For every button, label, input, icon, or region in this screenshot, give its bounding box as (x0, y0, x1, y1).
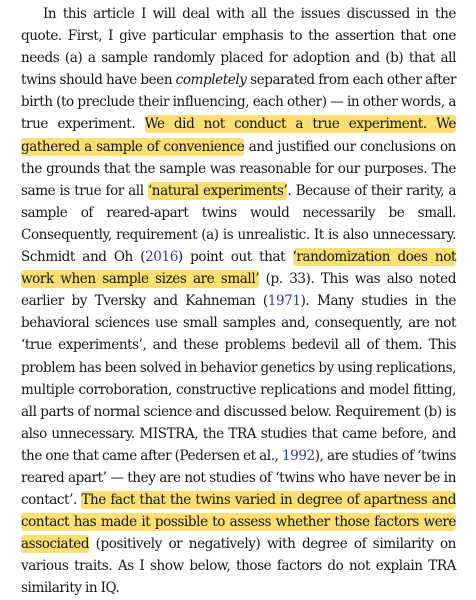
highlighted-passage: The fact that the twins varied in degree of apartness and contact has made it possible to assess whether those factors were associated (21, 492, 456, 553)
highlighted-passage: We did not conduct a true experiment. We gathered a sample of convenience (21, 116, 456, 155)
emphasized-text: completely (175, 72, 247, 89)
text-run: and justified our conclusions on the grounds that the sample was reasonable for our purposes. The same is true for all (21, 138, 456, 199)
text-run: ) point out that (177, 249, 293, 266)
text-run: (positively or negatively) with degree of similarity on various traits. As I show below, those factors do not explain TRA similarity in IQ. (21, 536, 456, 597)
highlighted-passage: ‘randomization does not work when sample sizes are small’ (21, 249, 456, 288)
citation-link[interactable]: 1971 (267, 293, 301, 310)
text-run: separated from each other after birth (to preclude their influencing, each other) — in other words, a true experiment. (21, 72, 456, 133)
text-run: . Because of their rarity, a sample of reared-apart twins would necessarily be small. Consequently, requirement (a) is unrealistic. It is also unnecessary. Schmidt and Oh ( (21, 182, 457, 266)
text-run: In this article I will deal with all the issues discussed in the quote. First, I give particular emphasis to the assertion that one needs (a) a sample randomly placed for adoption and (b) that all twins should have been (21, 6, 456, 89)
citation-link[interactable]: 2016 (145, 249, 178, 266)
text-run: (p. 33). This was also noted earlier by Tversky and Kahneman ( (21, 271, 457, 310)
text-run: ), are studies of ‘twins reared apart’ — they are not studies of ‘twins who have never be in contact’. (21, 447, 456, 509)
highlighted-passage: ‘natural experiments’ (147, 182, 288, 199)
body-paragraph (21, 3, 456, 600)
text-run: ). Many studies in the behavioral sciences use small samples and, consequently, are not ‘true experiments’, and these problems bedevil all of them. This problem has been solved in behavior genetics by using replications, multiple corroboration, constructive replications and model fitting, all parts of normal science and discussed below. Requirement (b) is also unnecessary. MISTRA, the TRA studies that came before, and the one that came after (Pedersen et al., (21, 293, 456, 464)
citation-link[interactable]: 1992 (281, 447, 315, 464)
